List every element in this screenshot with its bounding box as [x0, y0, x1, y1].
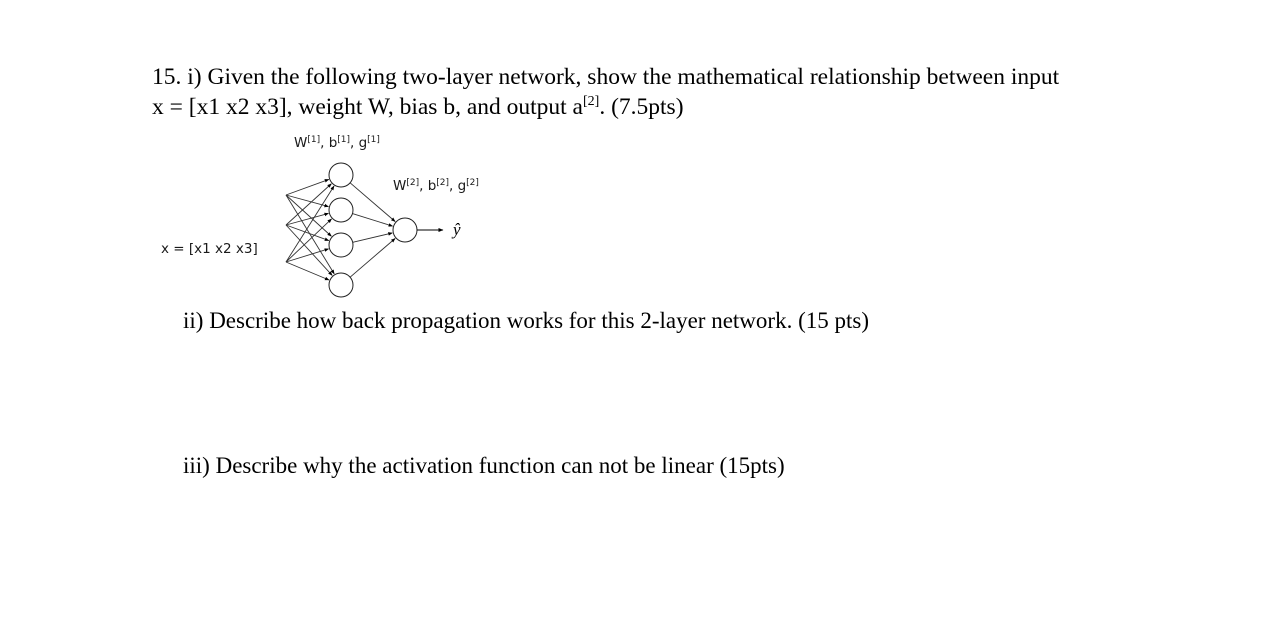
edge-h3-out [353, 233, 393, 242]
layer2-g: , g [449, 178, 467, 194]
input-to-hidden-edges [286, 179, 334, 280]
layer2-w-sup: [2] [406, 178, 420, 188]
layer2-b-sup: [2] [436, 178, 450, 188]
edge-x1-h4 [286, 195, 334, 274]
input-vector-label: x = [x1 x2 x3] [161, 241, 258, 257]
edge-x1-h1 [286, 179, 329, 195]
layer1-w-sup: [1] [307, 135, 321, 145]
output-node [393, 218, 417, 242]
edge-h4-out [350, 238, 395, 277]
layer2-g-sup: [2] [466, 178, 479, 188]
question-part-ii: ii) Describe how back propagation works for this 2-layer network. (15 pts) [183, 308, 869, 333]
question-part-iii: iii) Describe why the activation function can not be linear (15pts) [183, 453, 785, 478]
question-part-i-text: i) Given the following two-layer network, show the mathematical relationship between input [187, 64, 1060, 90]
question-part-i-line2-text: x = [x1 x2 x3], weight W, bias b, and output a [152, 94, 583, 120]
question-part-i-points: . (7.5pts) [599, 94, 684, 120]
layer1-g: , g [350, 135, 368, 151]
hidden-to-output-edges [350, 183, 395, 277]
layer1-b-sup: [1] [337, 135, 351, 145]
output-superscript: [2] [583, 94, 600, 109]
layer1-w: W [294, 135, 308, 151]
hidden-node-2 [329, 198, 353, 222]
network-nodes [329, 163, 420, 297]
layer1-b: , b [320, 135, 338, 151]
layer1-g-sup: [1] [367, 135, 380, 145]
layer2-w: W [393, 178, 407, 194]
output-yhat-label: ŷ [453, 220, 461, 239]
question-number: 15. [152, 64, 182, 90]
hidden-node-1 [329, 163, 353, 187]
layer2-b: , b [419, 178, 437, 194]
edge-h2-out [352, 214, 392, 227]
hidden-node-4 [329, 273, 353, 297]
hidden-node-3 [329, 233, 353, 257]
edge-h1-out [350, 183, 395, 222]
